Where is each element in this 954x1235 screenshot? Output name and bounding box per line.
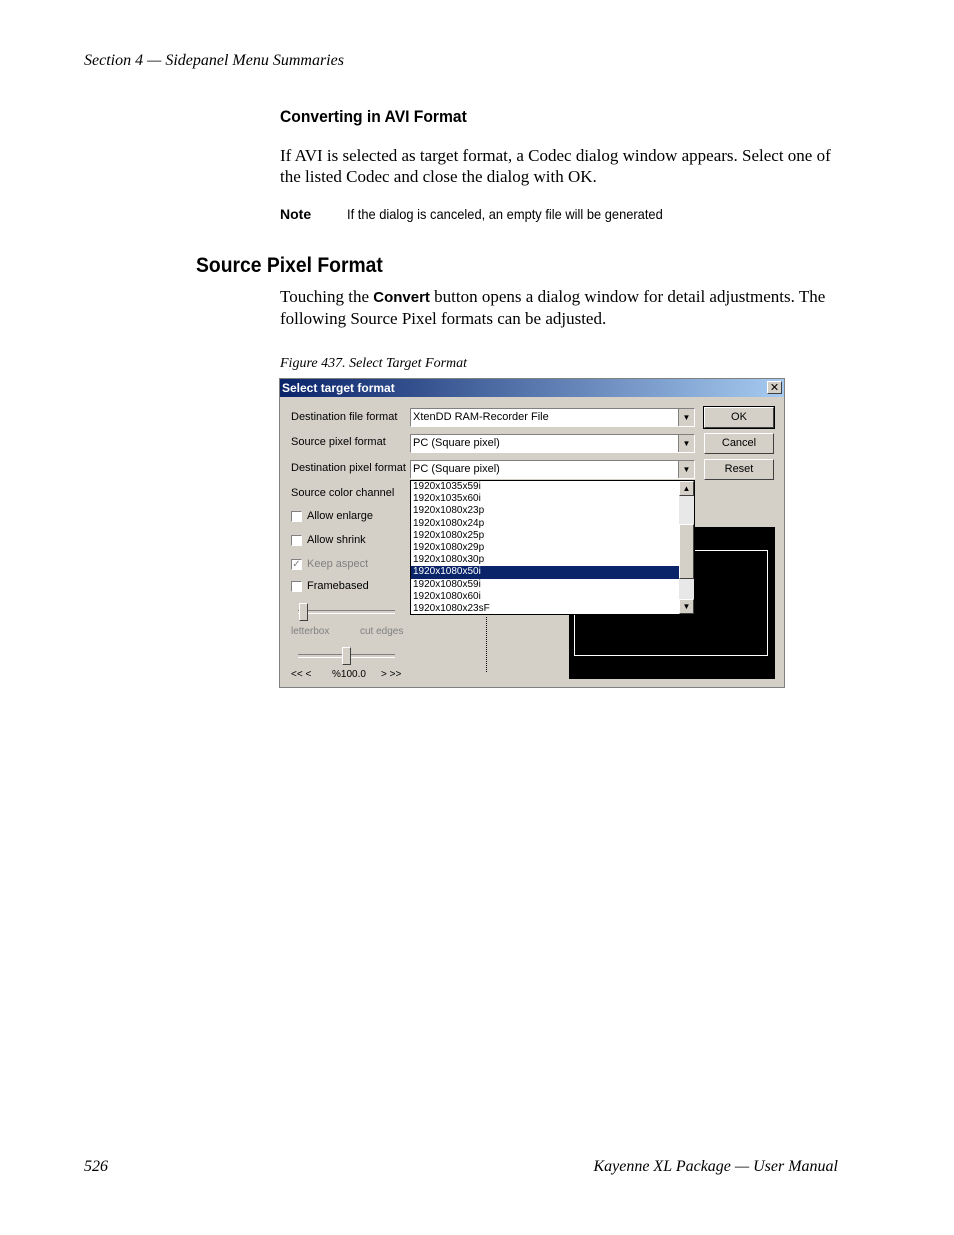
ok-button[interactable]: OK — [704, 407, 774, 428]
scroll-up-icon[interactable]: ▲ — [679, 481, 694, 496]
divider — [486, 617, 488, 672]
note-text: If the dialog is canceled, an empty file will be generated — [347, 206, 663, 222]
para2-post: button opens a dialog window for detail adjustments. The following Source Pixel formats can be adjusted. — [280, 287, 826, 328]
checkbox-box[interactable] — [291, 511, 302, 522]
letterbox-slider-thumb[interactable] — [299, 603, 308, 621]
convert-keyword: Convert — [373, 289, 430, 306]
para2-pre: Touching the — [280, 287, 374, 306]
dropdown-option[interactable]: 1920x1080x23p — [413, 505, 485, 517]
checkmark-icon[interactable]: ✓ — [292, 558, 301, 570]
framebased-checkbox[interactable] — [291, 580, 369, 592]
destination-file-format-label: Destination file format — [291, 411, 398, 423]
page-number: 526 — [84, 1158, 108, 1175]
checkbox-box[interactable] — [291, 535, 302, 546]
zoom-value: %100.0 — [332, 669, 366, 680]
dropdown-option[interactable]: 1920x1080x30p — [413, 554, 485, 566]
dropdown-option[interactable]: 1920x1080x60i — [413, 590, 481, 602]
dropdown-option[interactable]: 1920x1080x50i — [411, 566, 679, 578]
zoom-right-label[interactable]: > >> — [381, 669, 402, 680]
source-pixel-paragraph — [280, 286, 850, 329]
dropdown-option[interactable]: 1920x1035x59i — [413, 481, 481, 492]
cancel-button[interactable]: Cancel — [704, 433, 774, 454]
dropdown-option[interactable]: 1920x1035x60i — [413, 493, 481, 505]
scroll-down-icon[interactable]: ▼ — [679, 599, 694, 614]
reset-button[interactable]: Reset — [704, 459, 774, 480]
chevron-down-icon[interactable]: ▼ — [678, 461, 694, 478]
dropdown-option[interactable]: 1920x1080x29p — [413, 541, 485, 553]
dropdown-option[interactable]: 1920x1080x59i — [413, 578, 481, 590]
destination-file-format-select[interactable] — [410, 408, 695, 427]
allow-enlarge-label: Allow enlarge — [307, 510, 374, 522]
destination-pixel-format-value: PC (Square pixel) — [413, 463, 500, 475]
dropdown-options — [411, 481, 694, 615]
note-label: Note — [280, 206, 312, 222]
allow-shrink-label: Allow shrink — [307, 534, 366, 546]
zoom-left-label[interactable]: << < — [291, 669, 312, 680]
dropdown-option[interactable]: 1920x1080x23sF — [413, 602, 490, 614]
keep-aspect-label: Keep aspect — [307, 558, 369, 570]
close-icon[interactable]: ✕ — [767, 381, 782, 394]
list-scrollbar[interactable] — [679, 481, 694, 614]
source-pixel-format-select[interactable] — [410, 434, 695, 453]
footer-title: Kayenne XL Package — User Manual — [593, 1158, 838, 1175]
dialog-title: Select target format — [282, 381, 395, 395]
subheading-avi: Converting in AVI Format — [280, 107, 467, 126]
letterbox-label: letterbox — [291, 626, 330, 637]
destination-pixel-format-label: Destination pixel format — [291, 462, 406, 474]
zoom-slider-thumb[interactable] — [342, 647, 351, 665]
avi-paragraph: If AVI is selected as target format, a Codec dialog window appears. Select one of the listed Codec and close the dialog with OK. — [280, 146, 831, 186]
destination-pixel-format-select[interactable] — [410, 460, 695, 479]
source-color-channel-label: Source color channel — [291, 487, 395, 499]
source-pixel-format-label: Source pixel format — [291, 436, 386, 448]
cut-edges-label: cut edges — [360, 626, 404, 637]
framebased-label: Framebased — [307, 580, 369, 592]
chevron-down-icon[interactable]: ▼ — [678, 409, 694, 426]
dropdown-option[interactable]: 1920x1080x25p — [413, 529, 485, 541]
dropdown-option[interactable]: 1920x1080x24p — [413, 517, 485, 529]
dropdown-list[interactable] — [410, 480, 695, 615]
dialog-titlebar — [280, 379, 784, 397]
destination-file-format-value: XtenDD RAM-Recorder File — [413, 411, 549, 423]
section-title: Source Pixel Format — [196, 254, 383, 277]
select-target-format-dialog — [279, 378, 785, 688]
allow-shrink-checkbox[interactable] — [291, 534, 366, 546]
chevron-down-icon[interactable]: ▼ — [678, 435, 694, 452]
figure-caption: Figure 437. Select Target Format — [280, 356, 468, 371]
running-header: Section 4 — Sidepanel Menu Summaries — [84, 52, 344, 69]
source-pixel-format-value: PC (Square pixel) — [413, 437, 500, 449]
allow-enlarge-checkbox[interactable] — [291, 510, 373, 522]
checkbox-box[interactable] — [291, 581, 302, 592]
letterbox-slider-track[interactable] — [298, 610, 395, 614]
keep-aspect-checkbox[interactable] — [291, 558, 368, 570]
scroll-thumb[interactable] — [679, 524, 694, 579]
